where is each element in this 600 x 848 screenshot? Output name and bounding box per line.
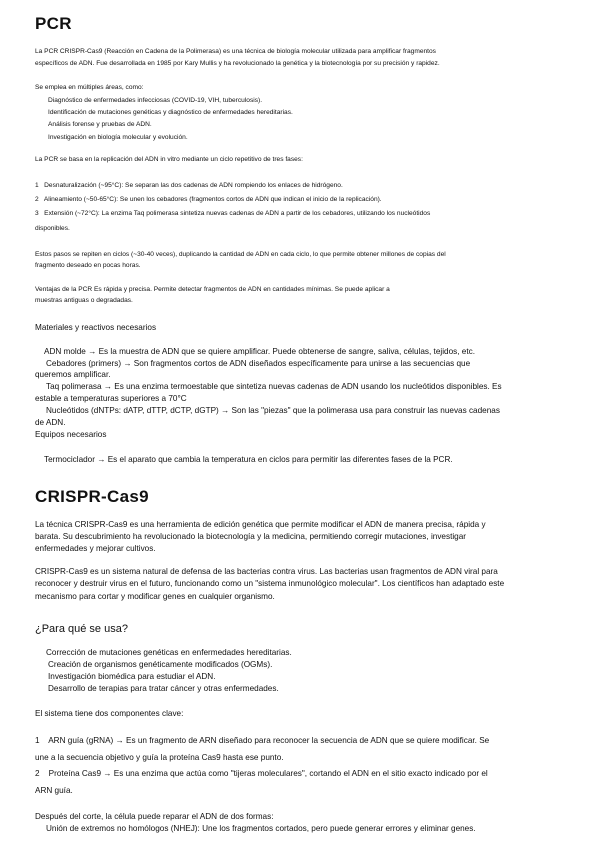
component-text: Proteína Cas9 → Es una enzima que actúa como "tijeras moleculares", cortando el ADN en el sitio exacto indicado por el — [48, 769, 488, 778]
pcr-use-item: Identificación de mutaciones genéticas y diagnóstico de enfermedades hereditarias. — [48, 109, 293, 116]
pcr-phases-intro: La PCR se basa en la replicación del ADN in vitro mediante un ciclo repetitivo de tres fases: — [35, 156, 303, 163]
phase-text: Alineamiento (~50-65°C): Se unen los cebadores (fragmentos cortos de ADN que indican el inicio de la replicación). — [43, 196, 382, 203]
pcr-use-item: Investigación en biología molecular y evolución. — [48, 134, 188, 141]
crispr-p1-line3: enfermedades y mejorar cultivos. — [35, 544, 156, 553]
component-text: ARN guía (gRNA) → Es un fragmento de ARN diseñado para reconocer la secuencia de ADN que se quiere modificar. Se — [48, 736, 490, 745]
pcr-intro-line2: específicos de ADN. Fue desarrollada en 1985 por Kary Mullis y ha revolucionado la genética y la biotecnología por su precisión y rapidez. — [35, 60, 440, 67]
phase-text: Desnaturalización (~95°C): Se separan las dos cadenas de ADN rompiendo los enlaces de hidrógeno. — [44, 182, 343, 189]
crispr-title: CRISPR-Cas9 — [35, 487, 149, 506]
pcr-phase-1 — [35, 182, 343, 189]
material-taq: Taq polimerasa → Es una enzima termoestable que sintetiza nuevas cadenas de ADN usando los nucleótidos disponibles. Es — [46, 382, 502, 391]
crispr-component-1-cont: une a la secuencia objetivo y guía la proteína Cas9 hasta ese punto. — [35, 753, 284, 762]
crispr-repair-item: Unión de extremos no homólogos (NHEJ): Une los fragmentos cortados, pero puede generar errores y eliminar genes. — [46, 824, 476, 833]
pcr-title: PCR — [35, 14, 72, 33]
crispr-p2-line1: CRISPR-Cas9 es un sistema natural de defensa de las bacterias contra virus. Las bacterias usan fragmentos de ADN viral para — [35, 567, 498, 576]
phase-number: 3 — [35, 210, 39, 217]
pcr-advantages-line1: Ventajas de la PCR Es rápida y precisa. Permite detectar fragmentos de ADN en cantidades mínimas. Se puede aplicar a — [35, 286, 390, 293]
crispr-p1-line1: La técnica CRISPR-Cas9 es una herramienta de edición genética que permite modificar el ADN de manera precisa, rápida y — [35, 520, 486, 529]
crispr-component-2 — [35, 769, 488, 778]
pcr-use-item: Diagnóstico de enfermedades infecciosas (COVID-19, VIH, tuberculosis). — [48, 97, 263, 104]
pcr-cycles-line1: Estos pasos se repiten en ciclos (~30-40 veces), duplicando la cantidad de ADN en cada ciclo, lo que permite obtener millones de copias del — [35, 251, 446, 258]
phase-number: 1 — [35, 182, 39, 189]
crispr-components-heading: El sistema tiene dos componentes clave: — [35, 709, 184, 718]
pcr-uses-heading: Se emplea en múltiples áreas, como: — [35, 84, 144, 91]
component-number: 2 — [35, 769, 40, 778]
crispr-use-item: Creación de organismos genéticamente modificados (OGMs). — [48, 660, 273, 669]
phase-text: Extensión (~72°C): La enzima Taq polimerasa sintetiza nuevas cadenas de ADN a partir de los cebadores, utilizando los nucleótidos — [44, 210, 431, 217]
crispr-uses-heading: ¿Para qué se usa? — [35, 623, 128, 635]
crispr-repair-heading: Después del corte, la célula puede reparar el ADN de dos formas: — [35, 812, 274, 821]
crispr-p2-line3: mecanismo para cortar y modificar genes en cualquier organismo. — [35, 592, 275, 601]
material-adn-molde: ADN molde → Es la muestra de ADN que se quiere amplificar. Puede obtenerse de sangre, saliva, células, tejidos, etc. — [44, 347, 475, 356]
materials-heading: Materiales y reactivos necesarios — [35, 323, 157, 332]
crispr-use-item: Desarrollo de terapias para tratar cáncer y otras enfermedades. — [48, 684, 279, 693]
equipment-termociclador: Termociclador → Es el aparato que cambia la temperatura en ciclos para permitir las diferentes fases de la PCR. — [44, 455, 453, 464]
crispr-component-2-cont: ARN guía. — [35, 786, 73, 795]
material-nucleotidos: Nucleótidos (dNTPs: dATP, dTTP, dCTP, dGTP) → Son las "piezas" que la polimerasa usa para construir las nuevas cadenas — [46, 406, 500, 415]
pcr-cycles-line2: fragmento deseado en pocas horas. — [35, 262, 141, 269]
pcr-phase-2 — [35, 196, 382, 203]
material-nucleotidos-cont: de ADN. — [35, 418, 66, 427]
pcr-advantages-line2: muestras antiguas o degradadas. — [35, 297, 133, 304]
crispr-p1-line2: barata. Su descubrimiento ha revolucionado la biotecnología y la medicina, permitiendo corregir mutaciones, investigar — [35, 532, 466, 541]
pcr-phase-3-cont: disponibles. — [35, 225, 70, 232]
crispr-use-item: Investigación biomédica para estudiar el ADN. — [48, 672, 216, 681]
phase-number: 2 — [35, 196, 39, 203]
crispr-component-1 — [35, 736, 489, 745]
component-number: 1 — [35, 736, 40, 745]
material-cebadores-cont: queremos amplificar. — [35, 370, 111, 379]
material-taq-cont: estable a temperaturas superiores a 70°C — [35, 394, 187, 403]
crispr-use-item: Corrección de mutaciones genéticas en enfermedades hereditarias. — [46, 648, 292, 657]
equipment-heading: Equipos necesarios — [35, 430, 107, 439]
crispr-p2-line2: reconocer y destruir virus en el futuro, funcionando como un "sistema inmunológico molecular". Los científicos han adaptado este — [35, 579, 505, 588]
pcr-phase-3 — [35, 210, 430, 217]
material-cebadores: Cebadores (primers) → Son fragmentos cortos de ADN diseñados específicamente para unirse a las secuencias que — [46, 359, 471, 368]
pcr-intro-line1: La PCR CRISPR-Cas9 (Reacción en Cadena de la Polimerasa) es una técnica de biología molecular utilizada para amplificar fragmentos — [35, 48, 436, 55]
pcr-use-item: Análisis forense y pruebas de ADN. — [48, 121, 152, 128]
